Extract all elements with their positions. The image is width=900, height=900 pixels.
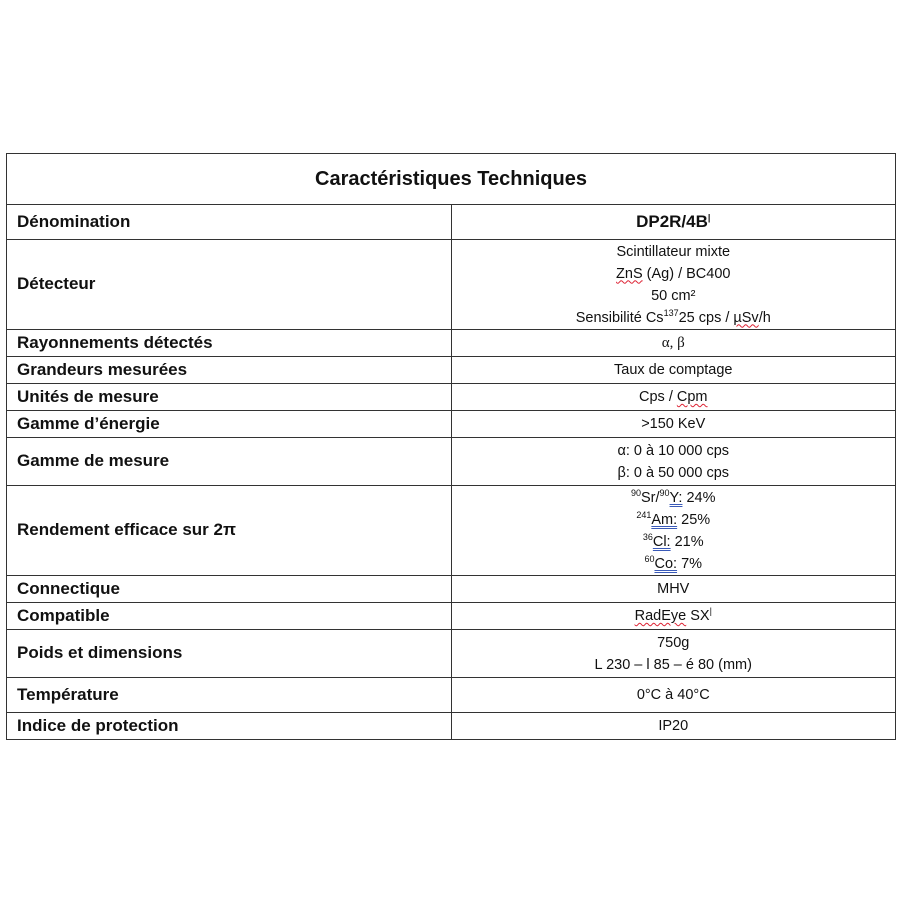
row-label: Unités de mesure <box>7 384 452 411</box>
row-value <box>451 438 896 486</box>
value-text: 25 cps / <box>678 309 734 326</box>
row-label: Poids et dimensions <box>7 630 452 678</box>
table-row <box>7 603 896 630</box>
row-label: Gamme d’énergie <box>7 411 452 438</box>
spellcheck-word: ZnS <box>616 265 643 282</box>
table-title: Caractéristiques Techniques <box>7 154 896 205</box>
spellcheck-word: RadEye <box>634 608 687 624</box>
row-value <box>451 603 896 630</box>
footnote-mark: | <box>709 606 712 617</box>
row-value <box>451 205 896 240</box>
row-label: Détecteur <box>7 240 452 330</box>
table-row <box>7 384 896 411</box>
superscript: 90 <box>659 487 670 498</box>
row-value: Taux de comptage <box>451 357 896 384</box>
footnote-mark: | <box>707 212 711 223</box>
table-row <box>7 438 896 486</box>
value-line <box>452 509 896 531</box>
table-row <box>7 240 896 330</box>
value-text: Sr/ <box>641 489 660 506</box>
row-value: MHV <box>451 576 896 603</box>
row-value: IP20 <box>451 713 896 740</box>
value-text: 21% <box>670 533 704 550</box>
value-line: 50 cm² <box>651 287 696 304</box>
row-label: Connectique <box>7 576 452 603</box>
table-row <box>7 357 896 384</box>
grammar-word: Cl: <box>652 533 671 550</box>
row-label: Indice de protection <box>7 713 452 740</box>
value-line: 750g <box>657 634 690 651</box>
denomination-value: DP2R/4B <box>636 212 708 231</box>
spellcheck-word: µSv <box>733 309 759 326</box>
grammar-word: Am: <box>651 511 678 528</box>
title-row <box>7 154 896 205</box>
row-label: Grandeurs mesurées <box>7 357 452 384</box>
spellcheck-word: Cpm <box>676 389 708 405</box>
superscript: 60 <box>644 553 655 564</box>
table-row <box>7 330 896 357</box>
value-text: 7% <box>677 555 703 572</box>
value-line <box>452 531 896 553</box>
superscript: 36 <box>642 531 653 542</box>
value-line <box>452 487 896 509</box>
row-label: Rayonnements détectés <box>7 330 452 357</box>
superscript: 90 <box>630 487 641 498</box>
value-line <box>452 553 896 575</box>
row-label: Rendement efficace sur 2π <box>7 486 452 576</box>
value-text: (Ag) / BC400 <box>642 265 731 282</box>
superscript: 137 <box>663 307 679 318</box>
row-value: >150 KeV <box>451 411 896 438</box>
spec-table <box>6 153 896 740</box>
value-line <box>452 263 896 285</box>
value-line: α: 0 à 10 000 cps <box>617 442 730 459</box>
row-label: Compatible <box>7 603 452 630</box>
row-label: Dénomination <box>7 205 452 240</box>
value-line: Scintillateur mixte <box>616 243 731 260</box>
row-value <box>451 240 896 330</box>
row-label: Température <box>7 678 452 713</box>
value-text: Cps / <box>639 389 677 405</box>
grammar-word: Co: <box>654 555 678 572</box>
table-row <box>7 630 896 678</box>
value-line: L 230 – l 85 – é 80 (mm) <box>594 656 752 673</box>
table-row <box>7 205 896 240</box>
value-text: SX <box>686 608 710 624</box>
table-row <box>7 486 896 576</box>
row-value: α, β <box>451 330 896 357</box>
row-value <box>451 630 896 678</box>
row-label: Gamme de mesure <box>7 438 452 486</box>
table-row <box>7 713 896 740</box>
value-text: 25% <box>677 511 711 528</box>
value-text: /h <box>758 309 771 326</box>
value-text: Sensibilité Cs <box>575 309 664 326</box>
value-line <box>452 307 896 329</box>
value-text: 24% <box>682 489 716 506</box>
row-value <box>451 486 896 576</box>
value-line: β: 0 à 50 000 cps <box>617 464 730 481</box>
table-row <box>7 576 896 603</box>
table-row <box>7 411 896 438</box>
grammar-word: Y: <box>669 489 683 506</box>
row-value: 0°C à 40°C <box>451 678 896 713</box>
row-value <box>451 384 896 411</box>
superscript: 241 <box>636 509 652 520</box>
table-row <box>7 678 896 713</box>
